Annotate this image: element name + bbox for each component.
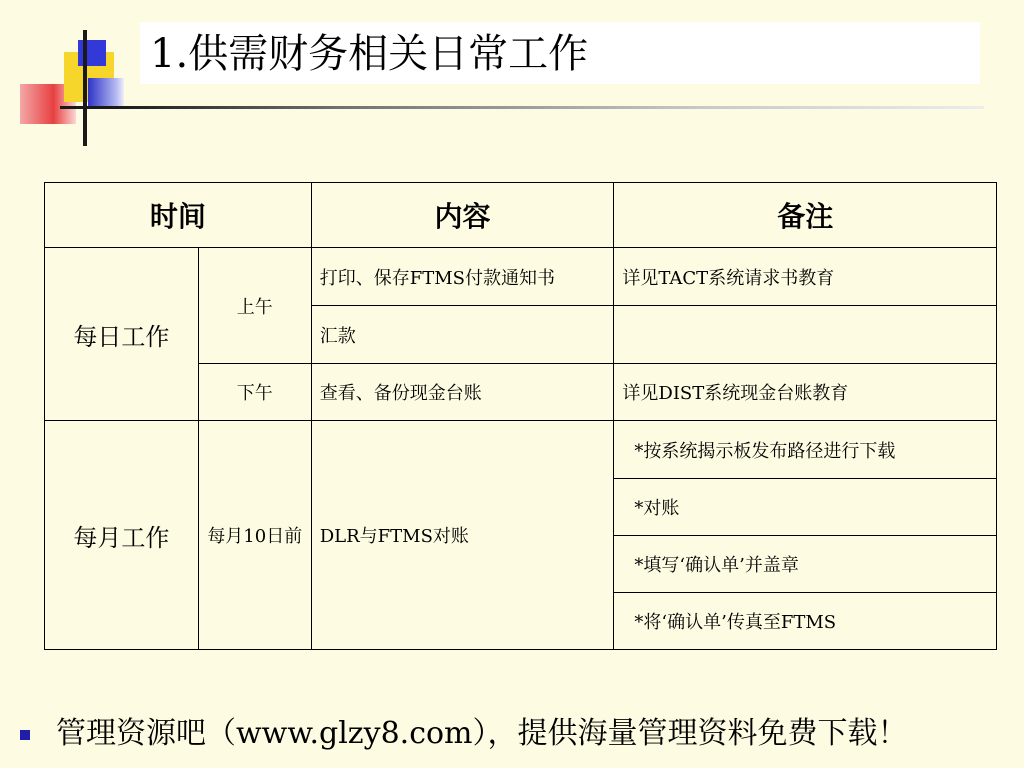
- morning-label: 上午: [198, 248, 311, 364]
- daily-note-3: 详见DIST系统现金台账教育: [614, 364, 997, 421]
- monthly-note-1: *按系统揭示板发布路径进行下载: [614, 421, 997, 479]
- daily-note-2: [614, 306, 997, 364]
- daily-note-1: 详见TACT系统请求书教育: [614, 248, 997, 306]
- footer-text: 管理资源吧（www.glzy8.com），提供海量管理资料免费下载！: [56, 716, 908, 751]
- decor-vertical-line: [83, 30, 87, 146]
- monthly-work-label: 每月工作: [45, 421, 199, 650]
- bullet-icon: [20, 730, 30, 740]
- header-content: 内容: [311, 183, 614, 248]
- daily-content-3: 查看、备份现金台账: [311, 364, 614, 421]
- monthly-note-2: *对账: [614, 479, 997, 536]
- daily-content-2: 汇款: [311, 306, 614, 364]
- table-header-row: [45, 183, 997, 248]
- slide-title: 1.供需财务相关日常工作: [150, 31, 589, 77]
- monthly-time-label: 每月10日前: [198, 421, 311, 650]
- title-underline: [60, 106, 984, 109]
- daily-content-1: 打印、保存FTMS付款通知书: [311, 248, 614, 306]
- table-row: [45, 421, 997, 479]
- monthly-content: DLR与FTMS对账: [311, 421, 614, 650]
- afternoon-label: 下午: [198, 364, 311, 421]
- table-row: [45, 248, 997, 306]
- monthly-note-4: *将‘确认单’传真至FTMS: [614, 593, 997, 650]
- monthly-note-3: *填写‘确认单’并盖章: [614, 536, 997, 593]
- header-note: 备注: [614, 183, 997, 248]
- work-schedule-table: [44, 182, 997, 650]
- daily-work-label: 每日工作: [45, 248, 199, 421]
- header-time: 时间: [45, 183, 312, 248]
- decor-blue-gradient-block: [88, 78, 124, 108]
